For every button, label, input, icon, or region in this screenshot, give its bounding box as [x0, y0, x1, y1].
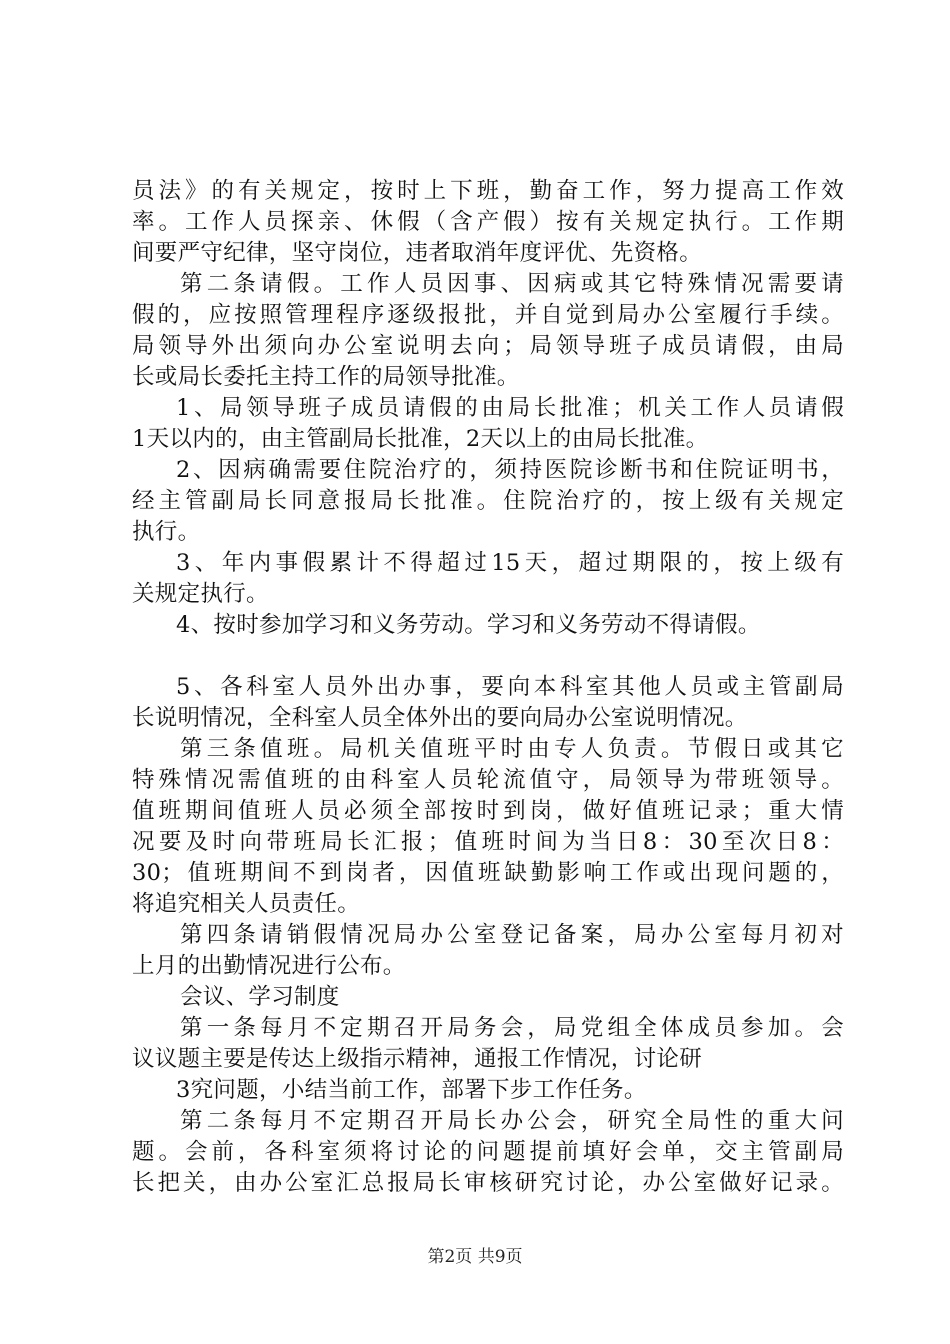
text-line: 执行。: [132, 519, 201, 545]
text-line: 5、各科室人员外出办事，要向本科室其他人员或主管副局: [176, 674, 844, 700]
text-line: 第二条每月不定期召开局长办公会，研究全局性的重大问: [180, 1108, 844, 1134]
text-line: 况要及时向带班局长汇报；值班时间为当日8：30至次日8：: [132, 829, 844, 855]
text-line: 议议题主要是传达上级指示精神，通报工作情况，讨论研: [132, 1046, 703, 1072]
text-line: 经主管副局长同意报局长批准。住院治疗的，按上级有关规定: [132, 488, 844, 514]
blank-line: [132, 641, 844, 672]
text-line: 4、按时参加学习和义务劳动。学习和义务劳动不得请假。: [176, 612, 761, 638]
text-line: 题。会前，各科室须将讨论的问题提前填好会单，交主管副局: [132, 1139, 844, 1165]
text-line: 30；值班期间不到岗者，因值班缺勤影响工作或出现问题的，: [132, 860, 844, 886]
text-line: 第三条值班。局机关值班平时由专人负责。节假日或其它: [180, 736, 844, 762]
text-line: 假的，应按照管理程序逐级报批，并自觉到局办公室履行手续。: [132, 302, 844, 328]
text-line: 第一条每月不定期召开局务会，局党组全体成员参加。会: [180, 1015, 844, 1041]
text-line: 率。工作人员探亲、休假（含产假）按有关规定执行。工作期: [132, 209, 844, 235]
text-line: 值班期间值班人员必须全部按时到岗，做好值班记录；重大情: [132, 798, 844, 824]
text-line: 2、因病确需要住院治疗的，须持医院诊断书和住院证明书，: [176, 457, 844, 483]
text-line: 员法》的有关规定，按时上下班，勤奋工作，努力提高工作效: [132, 178, 844, 204]
document-body: [132, 176, 844, 1199]
text-line: 第四条请销假情况局办公室登记备案，局办公室每月初对: [180, 922, 844, 948]
text-line: 1、局领导班子成员请假的由局长批准；机关工作人员请假: [176, 395, 844, 421]
page-footer: 第2页 共9页: [427, 1247, 523, 1267]
text-line: 1天以内的，由主管副局长批准，2天以上的由局长批准。: [132, 426, 709, 452]
text-line: 特殊情况需值班的由科室人员轮流值守，局领导为带班领导。: [132, 767, 844, 793]
text-line: 会议、学习制度: [180, 984, 340, 1010]
text-line: 局领导外出须向办公室说明去向；局领导班子成员请假，由局: [132, 333, 844, 359]
text-line: 3、年内事假累计不得超过15天，超过期限的，按上级有: [176, 550, 844, 576]
text-line: 将追究相关人员责任。: [132, 891, 361, 917]
text-line: 长把关，由办公室汇总报局长审核研究讨论，办公室做好记录。: [132, 1170, 844, 1196]
text-line: 间要严守纪律，坚守岗位，违者取消年度评优、先资格。: [132, 240, 703, 266]
text-line: 上月的出勤情况进行公布。: [132, 953, 406, 979]
text-line: 关规定执行。: [132, 581, 269, 607]
text-line: 长或局长委托主持工作的局领导批准。: [132, 364, 520, 390]
text-line: 3究问题，小结当前工作，部署下步工作任务。: [176, 1077, 647, 1103]
text-line: 长说明情况，全科室人员全体外出的要向局办公室说明情况。: [132, 705, 748, 731]
text-line: 第二条请假。工作人员因事、因病或其它特殊情况需要请: [180, 271, 844, 297]
